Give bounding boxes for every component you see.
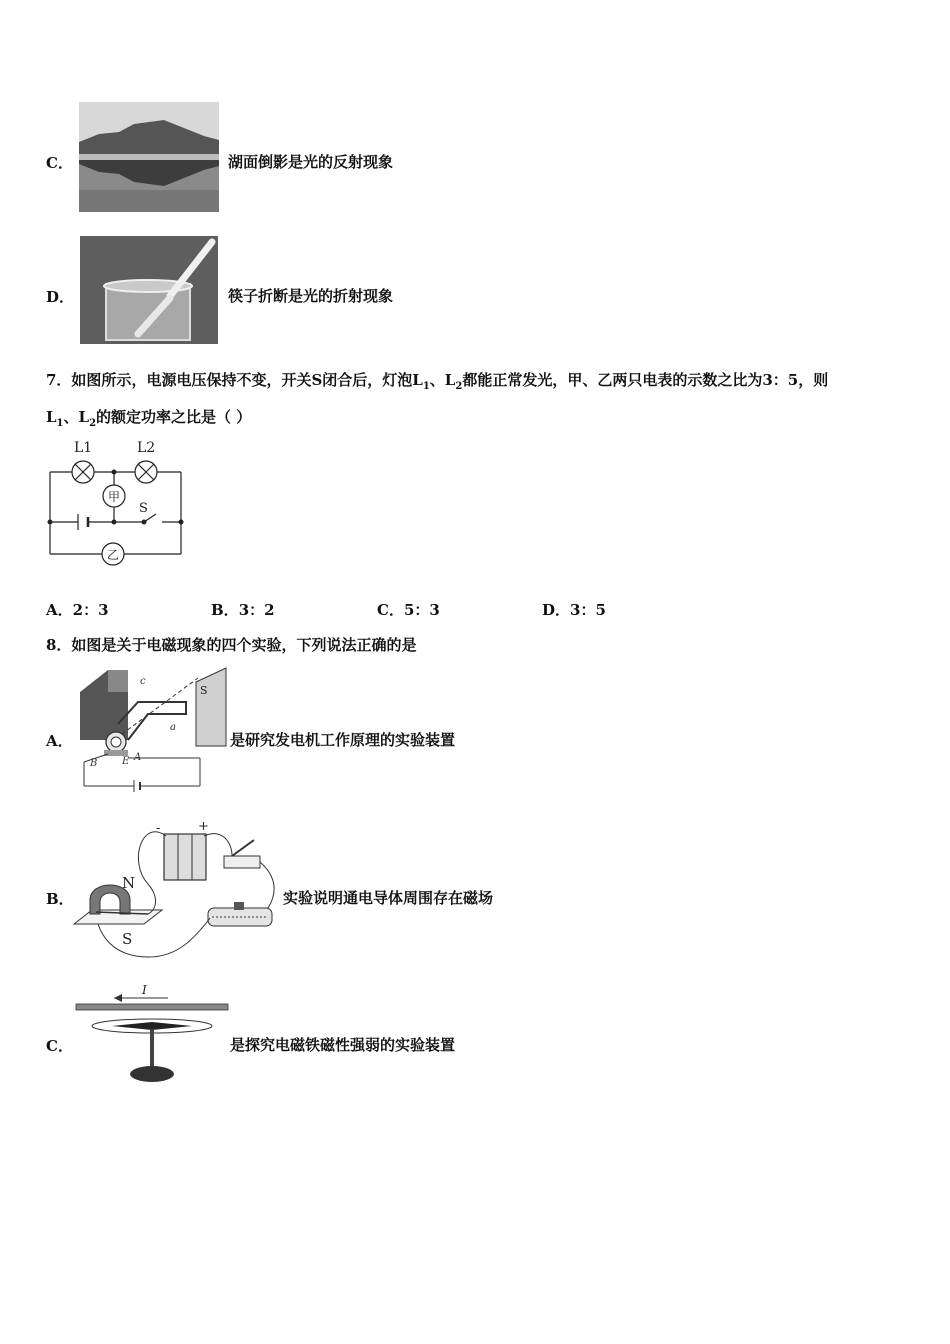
q8-option-c-letter: C．: [46, 1037, 73, 1055]
magnet-n-label: N: [122, 874, 136, 892]
q7-stem-line1: 7．如图所示，电源电压保持不变，开关S闭合后，灯泡$L_1$、$L_2$都能正常发光，甲、乙两只电表的示数之比为3：5，则: [46, 371, 829, 392]
current-i-label: I: [142, 983, 147, 997]
q7-choice-d[interactable]: D．3：5: [542, 601, 606, 619]
switch-s-label: S: [139, 501, 148, 516]
option-c-text: 湖面倒影是光的反射现象: [228, 153, 394, 171]
lamp-l1-label: L1: [74, 440, 93, 456]
q7-choice-c[interactable]: C．5：3: [377, 601, 440, 619]
option-c-letter: C．: [46, 154, 73, 172]
q8-option-a-letter: A．: [46, 732, 73, 750]
lamp-l1-icon: [72, 461, 94, 483]
q8-option-c-text: 是探究电磁铁磁性强弱的实验装置: [230, 1036, 456, 1054]
q8-option-b-text: 实验说明通电导体周围存在磁场: [283, 889, 494, 907]
current-magnetic-field-apparatus: [72, 822, 280, 964]
wire-compass-apparatus: [74, 982, 230, 1086]
svg-text:A: A: [134, 752, 142, 763]
lamp-l2-label: L2: [137, 440, 156, 456]
q7-choice-a[interactable]: A．2：3: [46, 601, 109, 619]
option-d-text: 筷子折断是光的折射现象: [228, 287, 394, 305]
meter-yi-label: 乙: [106, 548, 120, 562]
battery-plus-label: +: [198, 822, 209, 834]
chopstick-in-water-photo: [80, 236, 218, 344]
q7-circuit-diagram: [44, 436, 189, 566]
option-d-letter: D．: [46, 288, 75, 306]
svg-text:a: a: [170, 722, 176, 733]
magnet-s-label: S: [122, 930, 133, 948]
generator-apparatus-figure: [78, 662, 228, 798]
lake-reflection-photo: [79, 102, 219, 212]
lamp-l2-icon: [135, 461, 157, 483]
battery-minus-label: -: [156, 822, 161, 836]
svg-text:E: E: [122, 756, 130, 767]
q7-choice-b[interactable]: B．3：2: [211, 601, 275, 619]
meter-jia-label: 甲: [107, 490, 121, 504]
q8-stem: 8．如图是关于电磁现象的四个实验，下列说法正确的是: [46, 636, 417, 654]
q8-option-b-letter: B．: [46, 890, 74, 908]
svg-text:B: B: [90, 758, 98, 769]
q7-stem-line2: $L_1$、$L_2$的额定功率之比是（ ）: [46, 408, 252, 429]
svg-text:c: c: [140, 676, 146, 687]
q8-option-a-text: 是研究发电机工作原理的实验装置: [230, 731, 456, 749]
svg-text:S: S: [200, 684, 208, 697]
